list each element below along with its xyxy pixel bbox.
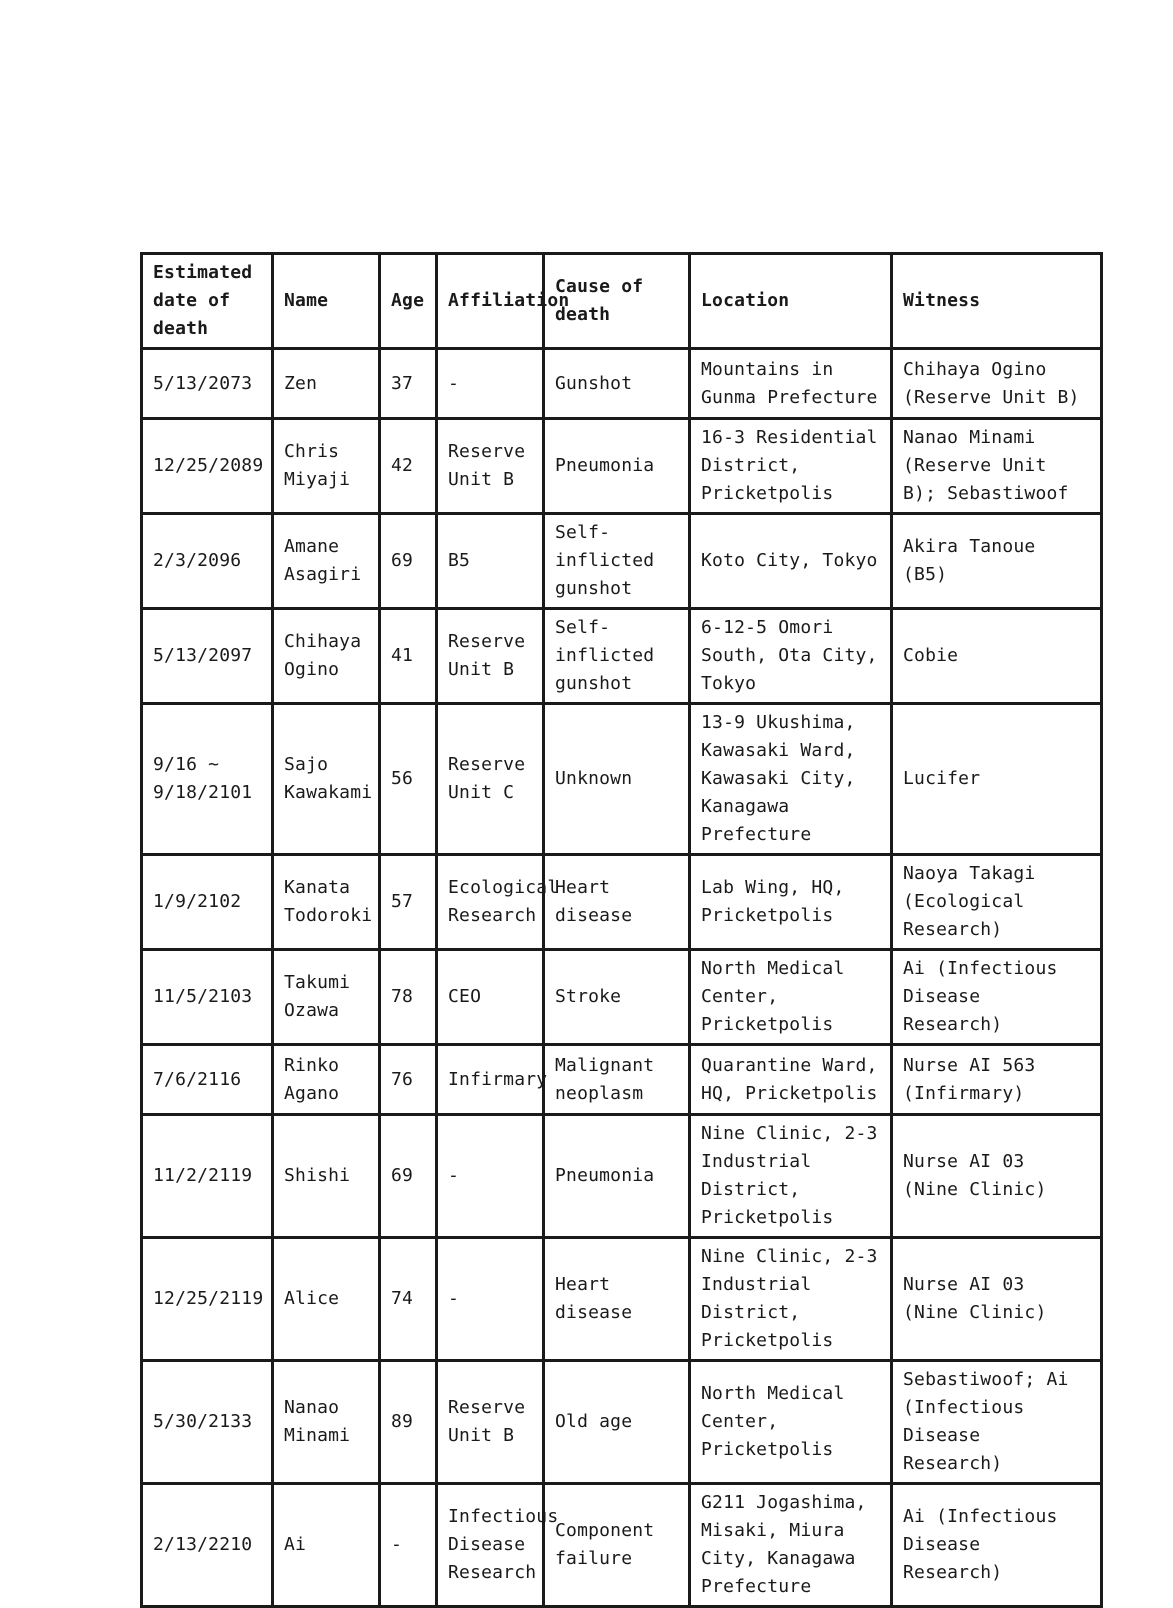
header-name: Name xyxy=(273,254,380,349)
cell-witness: Nurse AI 563 (Infirmary) xyxy=(892,1045,1102,1115)
header-date: Estimated date of death xyxy=(142,254,273,349)
table-row xyxy=(142,1484,1102,1607)
cell-name: Shishi xyxy=(273,1115,380,1238)
cell-name: Kanata Todoroki xyxy=(273,855,380,950)
header-witness: Witness xyxy=(892,254,1102,349)
cell-location: Lab Wing, HQ, Pricketpolis xyxy=(690,855,892,950)
cell-date: 5/13/2097 xyxy=(142,609,273,704)
cell-age: 41 xyxy=(380,609,437,704)
cell-affiliation: - xyxy=(437,1238,544,1361)
cell-affiliation: CEO xyxy=(437,950,544,1045)
cell-date: 9/16 ~ 9/18/2101 xyxy=(142,704,273,855)
cell-date: 12/25/2089 xyxy=(142,419,273,514)
cell-date: 11/2/2119 xyxy=(142,1115,273,1238)
cell-location: Nine Clinic, 2-3 Industrial District, Pricketpolis xyxy=(690,1238,892,1361)
cell-location: 13-9 Ukushima, Kawasaki Ward, Kawasaki City, Kanagawa Prefecture xyxy=(690,704,892,855)
cell-location: North Medical Center, Pricketpolis xyxy=(690,950,892,1045)
cell-cause: Self-inflicted gunshot xyxy=(544,609,690,704)
cell-date: 5/13/2073 xyxy=(142,349,273,419)
cell-date: 7/6/2116 xyxy=(142,1045,273,1115)
cell-affiliation: - xyxy=(437,1115,544,1238)
death-records-table xyxy=(140,252,1103,1608)
cell-affiliation: Infirmary xyxy=(437,1045,544,1115)
cell-witness: Nanao Minami (Reserve Unit B); Sebastiwoof xyxy=(892,419,1102,514)
cell-name: Sajo Kawakami xyxy=(273,704,380,855)
cell-affiliation: Reserve Unit C xyxy=(437,704,544,855)
cell-age: 69 xyxy=(380,1115,437,1238)
cell-cause: Heart disease xyxy=(544,855,690,950)
cell-witness: Sebastiwoof; Ai (Infectious Disease Research) xyxy=(892,1361,1102,1484)
cell-date: 1/9/2102 xyxy=(142,855,273,950)
cell-witness: Lucifer xyxy=(892,704,1102,855)
cell-affiliation: B5 xyxy=(437,514,544,609)
cell-date: 12/25/2119 xyxy=(142,1238,273,1361)
cell-name: Takumi Ozawa xyxy=(273,950,380,1045)
cell-name: Nanao Minami xyxy=(273,1361,380,1484)
cell-affiliation: Reserve Unit B xyxy=(437,1361,544,1484)
cell-location: G211 Jogashima, Misaki, Miura City, Kanagawa Prefecture xyxy=(690,1484,892,1607)
cell-date: 2/13/2210 xyxy=(142,1484,273,1607)
cell-cause: Malignant neoplasm xyxy=(544,1045,690,1115)
table-row xyxy=(142,1361,1102,1484)
cell-date: 11/5/2103 xyxy=(142,950,273,1045)
cell-location: 6-12-5 Omori South, Ota City, Tokyo xyxy=(690,609,892,704)
cell-affiliation: Reserve Unit B xyxy=(437,419,544,514)
cell-witness: Nurse AI 03 (Nine Clinic) xyxy=(892,1238,1102,1361)
cell-age: 37 xyxy=(380,349,437,419)
cell-age: 42 xyxy=(380,419,437,514)
table-row xyxy=(142,1238,1102,1361)
cell-location: 16-3 Residential District, Pricketpolis xyxy=(690,419,892,514)
cell-witness: Cobie xyxy=(892,609,1102,704)
cell-age: 78 xyxy=(380,950,437,1045)
table-row xyxy=(142,1115,1102,1238)
cell-cause: Heart disease xyxy=(544,1238,690,1361)
cell-affiliation: - xyxy=(437,349,544,419)
cell-date: 5/30/2133 xyxy=(142,1361,273,1484)
header-location: Location xyxy=(690,254,892,349)
cell-age: 57 xyxy=(380,855,437,950)
cell-cause: Pneumonia xyxy=(544,1115,690,1238)
cell-location: Koto City, Tokyo xyxy=(690,514,892,609)
cell-witness: Chihaya Ogino (Reserve Unit B) xyxy=(892,349,1102,419)
cell-name: Chihaya Ogino xyxy=(273,609,380,704)
death-records-sheet xyxy=(140,252,1100,1608)
cell-date: 2/3/2096 xyxy=(142,514,273,609)
cell-location: Nine Clinic, 2-3 Industrial District, Pricketpolis xyxy=(690,1115,892,1238)
header-affiliation: Affiliation xyxy=(437,254,544,349)
cell-cause: Component failure xyxy=(544,1484,690,1607)
header-cause: Cause of death xyxy=(544,254,690,349)
cell-cause: Old age xyxy=(544,1361,690,1484)
cell-age: - xyxy=(380,1484,437,1607)
cell-location: North Medical Center, Pricketpolis xyxy=(690,1361,892,1484)
cell-cause: Unknown xyxy=(544,704,690,855)
cell-affiliation: Reserve Unit B xyxy=(437,609,544,704)
cell-cause: Pneumonia xyxy=(544,419,690,514)
table-row xyxy=(142,1045,1102,1115)
cell-witness: Ai (Infectious Disease Research) xyxy=(892,1484,1102,1607)
cell-age: 76 xyxy=(380,1045,437,1115)
cell-name: Rinko Agano xyxy=(273,1045,380,1115)
header-age: Age xyxy=(380,254,437,349)
table-row xyxy=(142,950,1102,1045)
cell-name: Amane Asagiri xyxy=(273,514,380,609)
table-row xyxy=(142,855,1102,950)
cell-name: Ai xyxy=(273,1484,380,1607)
cell-witness: Akira Tanoue (B5) xyxy=(892,514,1102,609)
cell-witness: Ai (Infectious Disease Research) xyxy=(892,950,1102,1045)
cell-age: 89 xyxy=(380,1361,437,1484)
cell-age: 56 xyxy=(380,704,437,855)
table-row xyxy=(142,349,1102,419)
cell-age: 69 xyxy=(380,514,437,609)
cell-location: Quarantine Ward, HQ, Pricketpolis xyxy=(690,1045,892,1115)
cell-name: Zen xyxy=(273,349,380,419)
cell-affiliation: Ecological Research xyxy=(437,855,544,950)
table-row xyxy=(142,704,1102,855)
table-row xyxy=(142,419,1102,514)
cell-location: Mountains in Gunma Prefecture xyxy=(690,349,892,419)
table-row xyxy=(142,514,1102,609)
table-row xyxy=(142,609,1102,704)
cell-witness: Nurse AI 03 (Nine Clinic) xyxy=(892,1115,1102,1238)
cell-age: 74 xyxy=(380,1238,437,1361)
cell-witness: Naoya Takagi (Ecological Research) xyxy=(892,855,1102,950)
header-row xyxy=(142,254,1102,349)
cell-name: Chris Miyaji xyxy=(273,419,380,514)
cell-affiliation: Infectious Disease Research xyxy=(437,1484,544,1607)
cell-name: Alice xyxy=(273,1238,380,1361)
cell-cause: Self-inflicted gunshot xyxy=(544,514,690,609)
cell-cause: Stroke xyxy=(544,950,690,1045)
cell-cause: Gunshot xyxy=(544,349,690,419)
